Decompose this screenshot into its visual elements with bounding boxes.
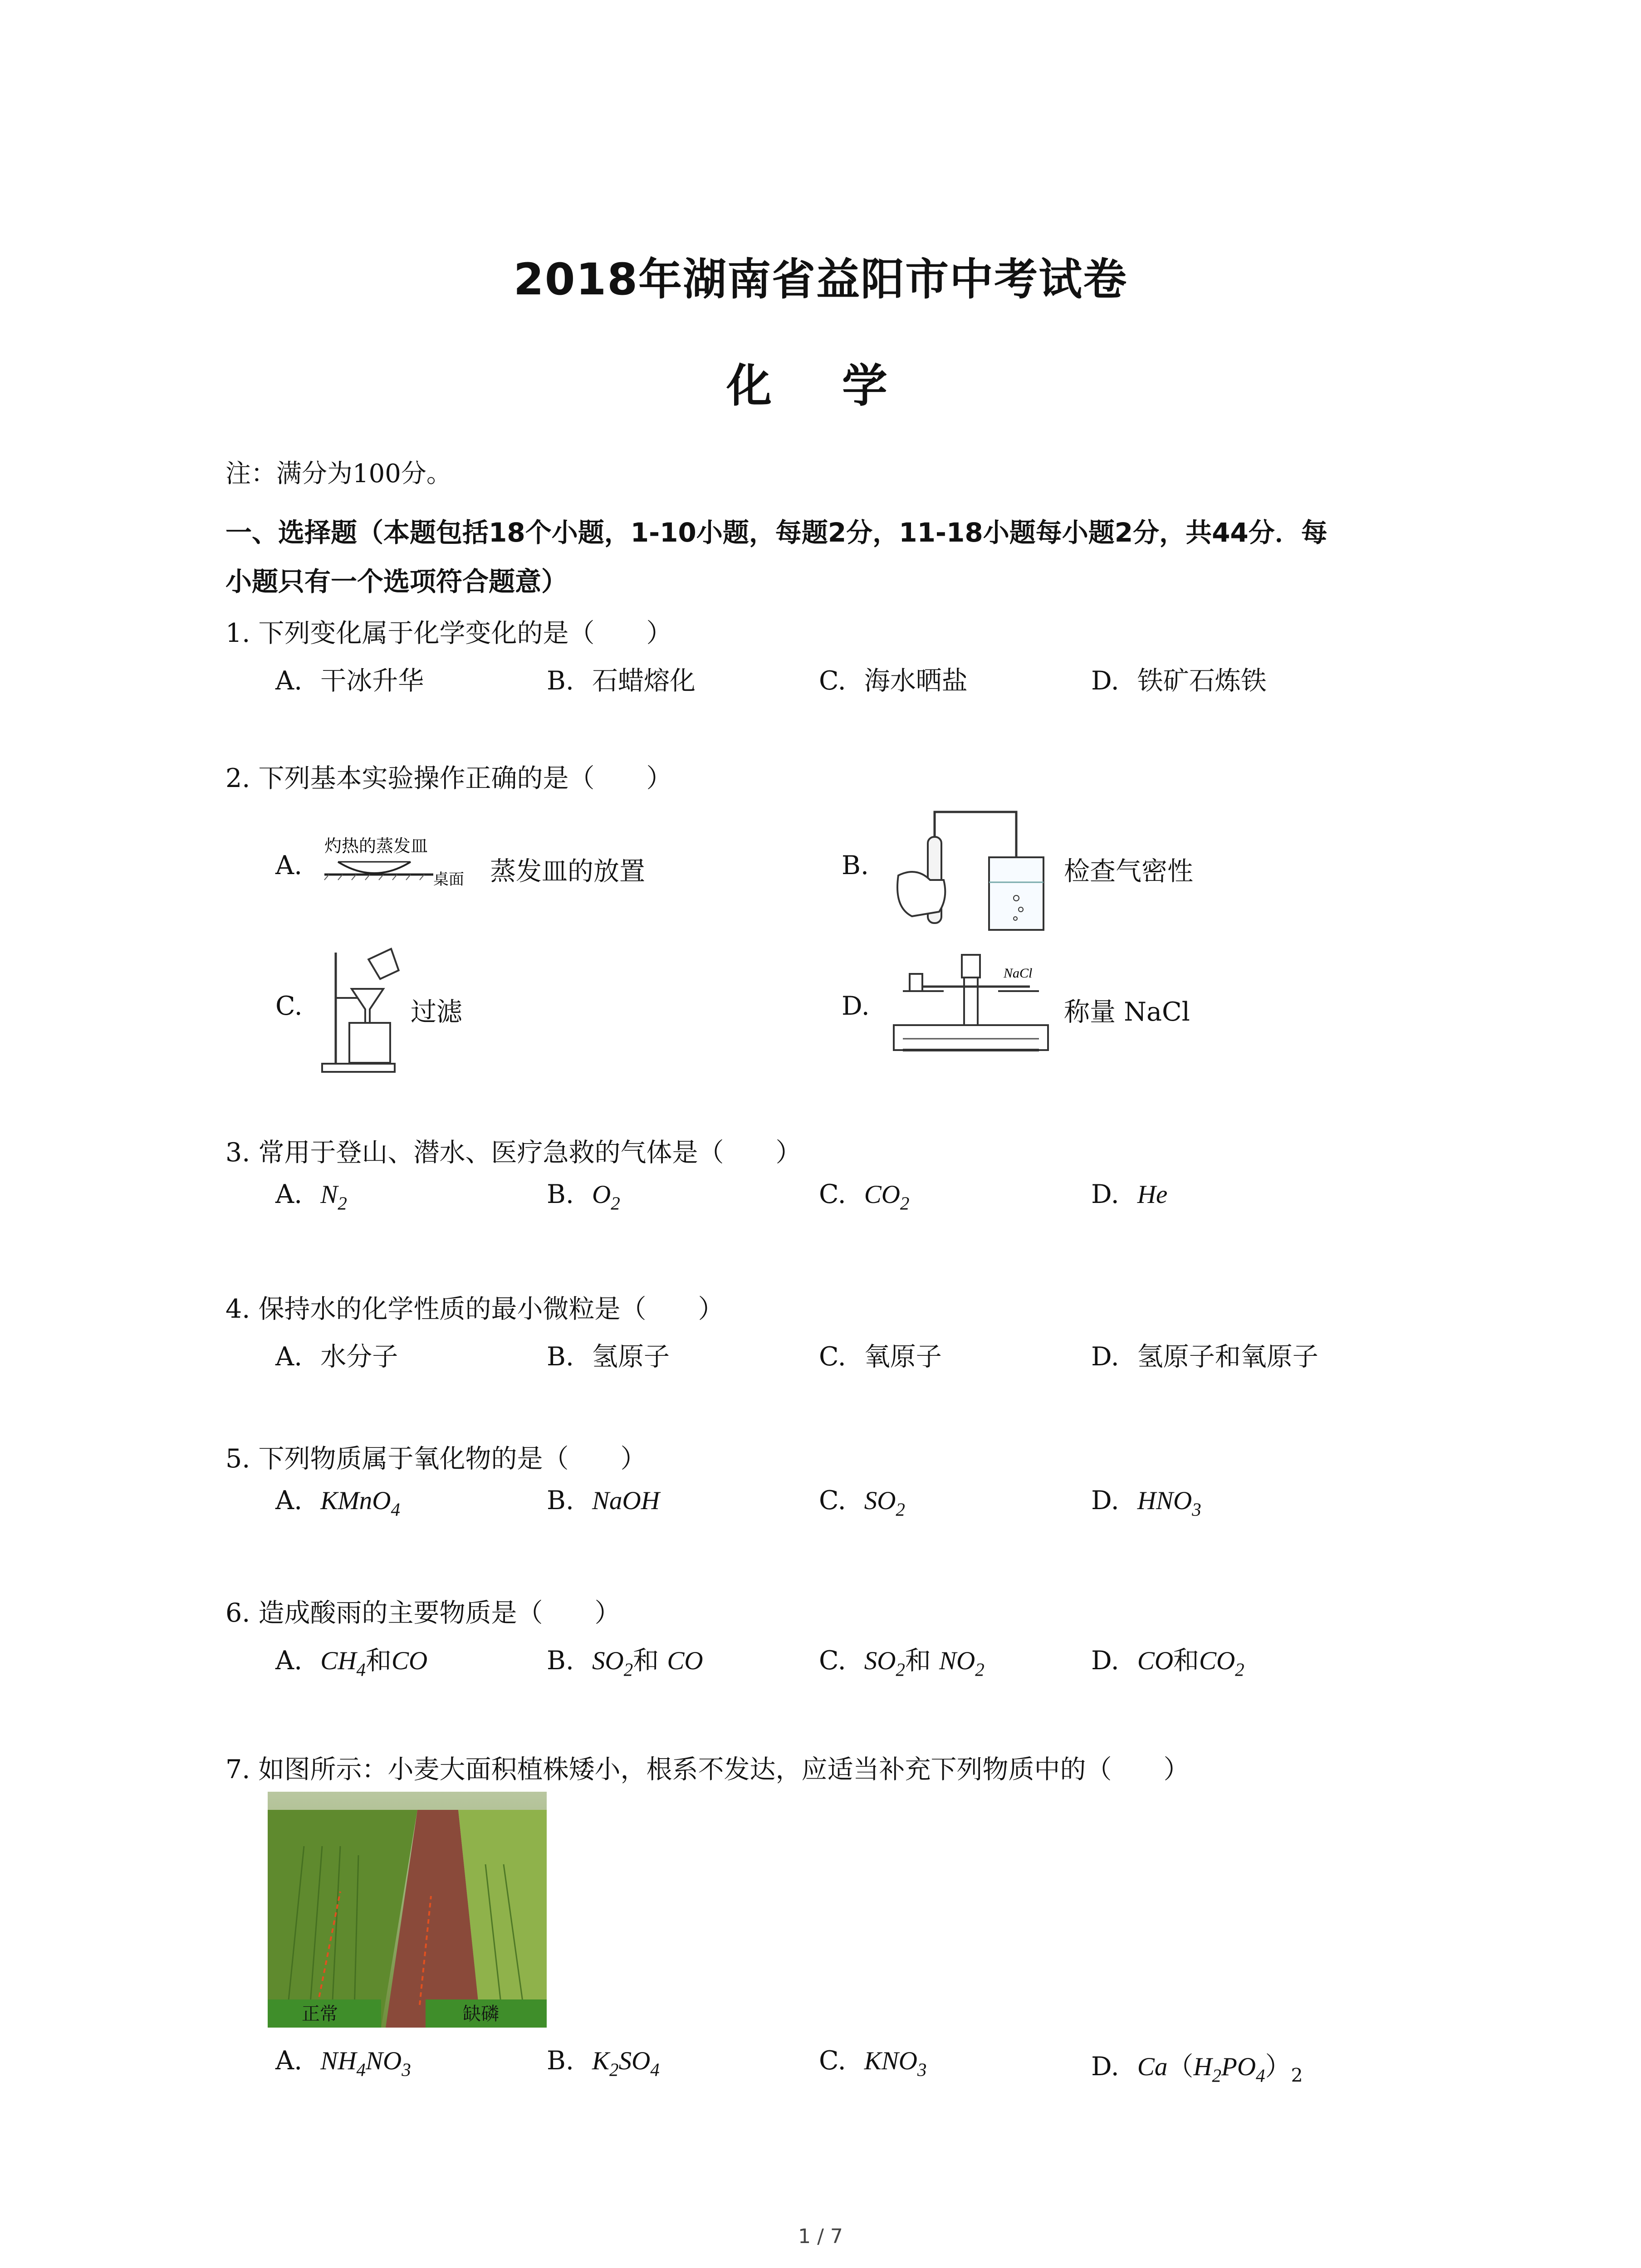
photo-label-normal: 正常 bbox=[302, 2004, 338, 2024]
q2-option-b-letter: B. bbox=[842, 850, 869, 880]
q4-option-d: D. 氢原子和氧原子 bbox=[1091, 1342, 1318, 1372]
q3-option-c: C. $CO_2$ bbox=[819, 1179, 910, 1214]
q7-option-c: C. $KNO_3$ bbox=[819, 2046, 927, 2080]
q5-option-c: C. $SO_2$ bbox=[819, 1486, 905, 1520]
wheat-field-photo bbox=[268, 1792, 547, 2028]
evaporating-dish-figure bbox=[320, 835, 483, 907]
q1-option-d: D. 铁矿石炼铁 bbox=[1091, 666, 1267, 696]
dish-shape bbox=[338, 862, 411, 873]
pouring-beaker bbox=[368, 949, 401, 980]
q6-option-c: C. $SO_2$和 $NO_2$ bbox=[819, 1646, 985, 1680]
subject-title: 化 学 bbox=[726, 359, 915, 412]
receiving-beaker bbox=[349, 1023, 390, 1063]
question-6-stem: 6. 造成酸雨的主要物质是（ ） bbox=[225, 1598, 621, 1628]
exam-title: 2018年湖南省益阳市中考试卷 bbox=[513, 254, 1128, 305]
beaker bbox=[989, 857, 1043, 930]
question-4-stem: 4. 保持水的化学性质的最小微粒是（ ） bbox=[225, 1294, 724, 1324]
question-5-stem: 5. 下列物质属于氧化物的是（ ） bbox=[225, 1444, 647, 1474]
q2-option-d-letter: D. bbox=[842, 991, 870, 1021]
q7-option-a: A. $NH_4NO_3$ bbox=[275, 2046, 411, 2080]
section-heading bbox=[225, 508, 1450, 606]
q7-option-b: B. $K_2SO_4$ bbox=[547, 2046, 660, 2080]
q2-option-d-text: 称量 NaCl bbox=[1064, 997, 1190, 1027]
page-number: 1 / 7 bbox=[798, 2225, 843, 2248]
q6-option-a: A. $CH_4$和CO bbox=[275, 1646, 428, 1680]
airtightness-figure bbox=[885, 803, 1057, 939]
q2-option-c-letter: C. bbox=[275, 991, 303, 1021]
weight bbox=[910, 974, 922, 991]
q2-option-a-letter: A. bbox=[275, 850, 303, 880]
q5-option-a: A. KMnO$_4$ bbox=[275, 1486, 400, 1520]
question-7-stem: 7. 如图所示：小麦大面积植株矮小，根系不发达，应适当补充下列物质中的（ ） bbox=[225, 1755, 1190, 1784]
question-2-stem: 2. 下列基本实验操作正确的是（ ） bbox=[225, 763, 672, 793]
q1-option-a: A. 干冰升华 bbox=[275, 666, 424, 696]
q2-option-b-text: 检查气密性 bbox=[1064, 856, 1193, 886]
balance-base bbox=[894, 1025, 1048, 1050]
q3-option-d: D. He bbox=[1091, 1179, 1168, 1209]
q5-option-b: B. NaOH bbox=[547, 1486, 660, 1515]
q4-option-a: A. 水分子 bbox=[275, 1342, 398, 1372]
filtration-figure bbox=[318, 943, 408, 1075]
q4-option-c: C. 氧原子 bbox=[819, 1342, 942, 1372]
q7-option-d: D. $Ca(H_2PO_4)_2$ bbox=[1091, 2052, 1303, 2087]
nacl-label: NaCl bbox=[1004, 966, 1033, 981]
balance-figure bbox=[885, 941, 1057, 1064]
q3-option-b: B. $O_2$ bbox=[547, 1179, 620, 1214]
photo-label-deficient: 缺磷 bbox=[463, 2004, 499, 2024]
q1-option-c: C. 海水晒盐 bbox=[819, 666, 968, 696]
score-note: 注：满分为100分。 bbox=[225, 459, 452, 489]
q1-option-b: B. 石蜡熔化 bbox=[547, 666, 696, 696]
q5-option-d: D. $HNO_3$ bbox=[1091, 1486, 1201, 1520]
section-heading-line2: 小题只有一个选项符合题意） bbox=[225, 566, 568, 597]
q2-option-c-text: 过滤 bbox=[411, 997, 462, 1027]
q6-option-d: D. CO和$CO_2$ bbox=[1091, 1646, 1244, 1680]
desk-label: 桌面 bbox=[433, 870, 464, 889]
q3-option-a: A. $N_2$ bbox=[275, 1179, 347, 1214]
question-1-stem: 1. 下列变化属于化学变化的是（ ） bbox=[225, 618, 672, 648]
hot-dish-label: 灼热的蒸发皿 bbox=[324, 836, 428, 856]
q4-option-b: B. 氢原子 bbox=[547, 1342, 670, 1372]
stand-base bbox=[322, 1064, 395, 1072]
q2-option-a-text: 蒸发皿的放置 bbox=[490, 856, 645, 886]
section-heading-line1: 一、选择题（本题包括18个小题，1-10小题，每题2分，11-18小题每小题2分，共44分．每 bbox=[225, 517, 1327, 548]
q6-option-b: B. $SO_2$和 CO bbox=[547, 1646, 703, 1680]
question-3-stem: 3. 常用于登山、潜水、医疗急救的气体是（ ） bbox=[225, 1138, 802, 1168]
